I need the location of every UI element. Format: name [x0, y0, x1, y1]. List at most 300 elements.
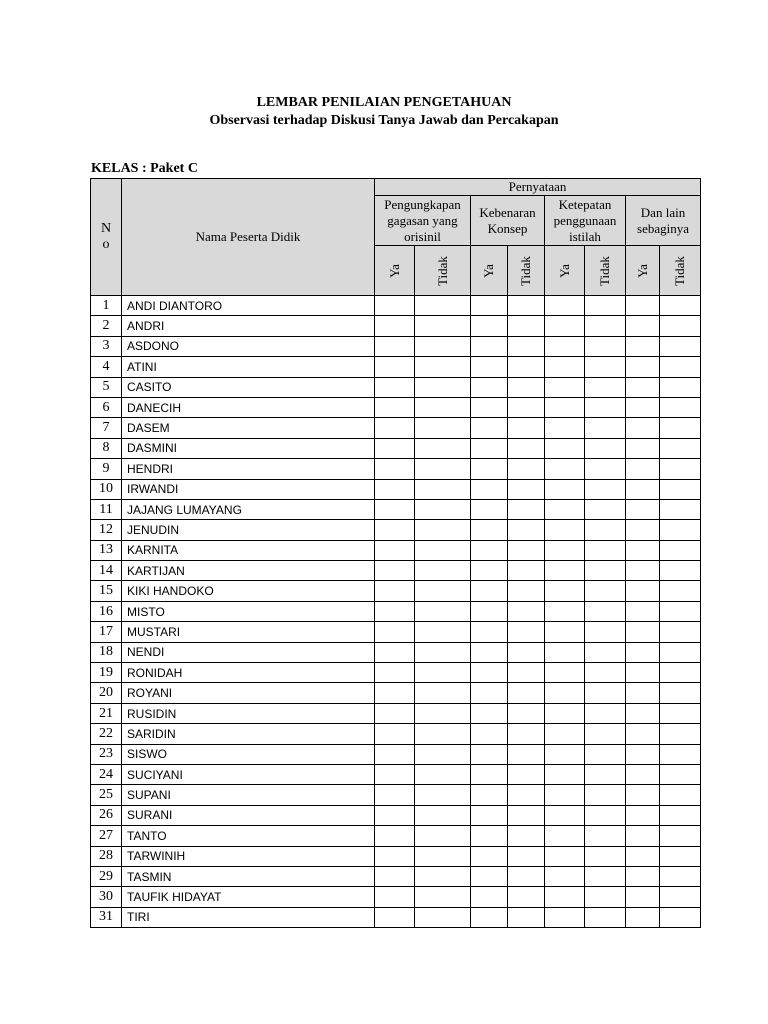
no-check-cell[interactable]	[415, 397, 471, 417]
yes-check-cell[interactable]	[471, 418, 508, 438]
yes-check-cell[interactable]	[471, 561, 508, 581]
yes-check-cell[interactable]	[545, 561, 585, 581]
no-check-cell[interactable]	[508, 336, 545, 356]
yes-check-cell[interactable]	[471, 540, 508, 560]
no-check-cell[interactable]	[585, 520, 626, 540]
no-check-cell[interactable]	[585, 540, 626, 560]
student-name: NENDI	[122, 642, 375, 662]
no-check-cell[interactable]	[660, 561, 701, 581]
yes-check-cell[interactable]	[471, 459, 508, 479]
yes-check-cell[interactable]	[626, 316, 660, 336]
no-check-cell[interactable]	[508, 663, 545, 683]
no-label: Tidak	[672, 255, 687, 286]
no-check-cell[interactable]	[508, 561, 545, 581]
no-check-cell[interactable]	[585, 724, 626, 744]
table-row	[91, 397, 701, 417]
yes-check-cell[interactable]	[545, 499, 585, 519]
yes-check-cell[interactable]	[471, 907, 508, 927]
row-number: 11	[91, 499, 122, 519]
no-check-cell[interactable]	[585, 826, 626, 846]
no-check-cell[interactable]	[508, 846, 545, 866]
no-check-cell[interactable]	[660, 438, 701, 458]
yes-check-cell[interactable]	[375, 846, 415, 866]
yes-check-cell[interactable]	[545, 520, 585, 540]
yes-check-cell[interactable]	[471, 724, 508, 744]
no-check-cell[interactable]	[508, 622, 545, 642]
student-name: KARTIJAN	[122, 561, 375, 581]
row-number: 5	[91, 377, 122, 397]
no-check-cell[interactable]	[660, 703, 701, 723]
yes-check-cell[interactable]	[626, 377, 660, 397]
no-check-cell[interactable]	[508, 540, 545, 560]
table-row	[91, 581, 701, 601]
no-check-cell[interactable]	[508, 418, 545, 438]
no-check-cell[interactable]	[660, 785, 701, 805]
table-row	[91, 561, 701, 581]
yes-check-cell[interactable]	[626, 805, 660, 825]
student-name: DASEM	[122, 418, 375, 438]
yes-check-cell[interactable]	[375, 479, 415, 499]
no-check-cell[interactable]	[415, 438, 471, 458]
no-check-cell[interactable]	[660, 296, 701, 316]
no-check-cell[interactable]	[660, 499, 701, 519]
table-row	[91, 418, 701, 438]
no-header-1	[415, 246, 471, 296]
yes-check-cell[interactable]	[545, 683, 585, 703]
yes-check-cell[interactable]	[471, 826, 508, 846]
yes-check-cell[interactable]	[471, 744, 508, 764]
no-check-cell[interactable]	[660, 336, 701, 356]
table-row	[91, 764, 701, 784]
no-check-cell[interactable]	[660, 846, 701, 866]
no-check-cell[interactable]	[660, 764, 701, 784]
yes-check-cell[interactable]	[471, 642, 508, 662]
no-check-cell[interactable]	[508, 764, 545, 784]
yes-check-cell[interactable]	[545, 438, 585, 458]
yes-check-cell[interactable]	[471, 520, 508, 540]
yes-check-cell[interactable]	[626, 764, 660, 784]
yes-check-cell[interactable]	[545, 887, 585, 907]
table-row	[91, 805, 701, 825]
no-check-cell[interactable]	[660, 479, 701, 499]
no-check-cell[interactable]	[585, 459, 626, 479]
yes-check-cell[interactable]	[626, 459, 660, 479]
yes-check-cell[interactable]	[375, 683, 415, 703]
yes-check-cell[interactable]	[626, 866, 660, 886]
student-name: ANDI DIANTORO	[122, 296, 375, 316]
yes-check-cell[interactable]	[375, 866, 415, 886]
yes-check-cell[interactable]	[375, 601, 415, 621]
yes-check-cell[interactable]	[375, 438, 415, 458]
row-number: 24	[91, 764, 122, 784]
no-check-cell[interactable]	[660, 724, 701, 744]
yes-check-cell[interactable]	[626, 499, 660, 519]
no-check-cell[interactable]	[585, 397, 626, 417]
yes-check-cell[interactable]	[375, 805, 415, 825]
no-check-cell[interactable]	[585, 703, 626, 723]
yes-check-cell[interactable]	[626, 520, 660, 540]
yes-check-cell[interactable]	[545, 663, 585, 683]
yes-check-cell[interactable]	[471, 296, 508, 316]
yes-check-cell[interactable]	[626, 601, 660, 621]
yes-check-cell[interactable]	[545, 601, 585, 621]
table-row	[91, 357, 701, 377]
yes-check-cell[interactable]	[626, 785, 660, 805]
no-check-cell[interactable]	[508, 703, 545, 723]
no-check-cell[interactable]	[415, 724, 471, 744]
no-check-cell[interactable]	[660, 642, 701, 662]
no-check-cell[interactable]	[415, 785, 471, 805]
no-check-cell[interactable]	[415, 601, 471, 621]
yes-check-cell[interactable]	[545, 724, 585, 744]
table-row	[91, 377, 701, 397]
yes-check-cell[interactable]	[545, 866, 585, 886]
no-label: Tidak	[597, 255, 612, 286]
no-check-cell[interactable]	[508, 377, 545, 397]
yes-check-cell[interactable]	[545, 296, 585, 316]
no-check-cell[interactable]	[508, 785, 545, 805]
no-check-cell[interactable]	[585, 805, 626, 825]
yes-check-cell[interactable]	[545, 316, 585, 336]
no-check-cell[interactable]	[585, 907, 626, 927]
no-check-cell[interactable]	[585, 887, 626, 907]
yes-check-cell[interactable]	[626, 663, 660, 683]
no-check-cell[interactable]	[660, 581, 701, 601]
student-name: JAJANG LUMAYANG	[122, 499, 375, 519]
no-check-cell[interactable]	[415, 540, 471, 560]
no-check-cell[interactable]	[508, 887, 545, 907]
no-check-cell[interactable]	[508, 805, 545, 825]
yes-check-cell[interactable]	[626, 642, 660, 662]
table-row	[91, 438, 701, 458]
yes-check-cell[interactable]	[626, 683, 660, 703]
yes-check-cell[interactable]	[375, 397, 415, 417]
no-check-cell[interactable]	[415, 805, 471, 825]
no-check-cell[interactable]	[508, 724, 545, 744]
yes-check-cell[interactable]	[626, 703, 660, 723]
yes-check-cell[interactable]	[375, 744, 415, 764]
yes-check-cell[interactable]	[375, 887, 415, 907]
row-number: 14	[91, 561, 122, 581]
yes-check-cell[interactable]	[545, 377, 585, 397]
no-check-cell[interactable]	[660, 826, 701, 846]
yes-check-cell[interactable]	[471, 683, 508, 703]
no-check-cell[interactable]	[415, 296, 471, 316]
yes-check-cell[interactable]	[545, 785, 585, 805]
no-check-cell[interactable]	[585, 336, 626, 356]
no-check-cell[interactable]	[660, 316, 701, 336]
row-number: 20	[91, 683, 122, 703]
no-check-cell[interactable]	[415, 887, 471, 907]
yes-check-cell[interactable]	[471, 357, 508, 377]
no-check-cell[interactable]	[508, 581, 545, 601]
yes-check-cell[interactable]	[471, 316, 508, 336]
no-check-cell[interactable]	[415, 377, 471, 397]
no-check-cell[interactable]	[508, 296, 545, 316]
no-check-cell[interactable]	[585, 561, 626, 581]
yes-check-cell[interactable]	[471, 438, 508, 458]
yes-check-cell[interactable]	[626, 336, 660, 356]
no-check-cell[interactable]	[508, 642, 545, 662]
no-check-cell[interactable]	[415, 826, 471, 846]
yes-check-cell[interactable]	[471, 866, 508, 886]
no-check-cell[interactable]	[585, 764, 626, 784]
no-check-cell[interactable]	[508, 316, 545, 336]
no-check-cell[interactable]	[585, 642, 626, 662]
yes-check-cell[interactable]	[471, 805, 508, 825]
no-check-cell[interactable]	[585, 785, 626, 805]
no-check-cell[interactable]	[415, 907, 471, 927]
yes-check-cell[interactable]	[375, 764, 415, 784]
no-check-cell[interactable]	[508, 826, 545, 846]
student-name: SUCIYANI	[122, 764, 375, 784]
no-check-cell[interactable]	[585, 622, 626, 642]
table-row	[91, 622, 701, 642]
no-header-2	[508, 246, 545, 296]
no-check-cell[interactable]	[660, 418, 701, 438]
row-number: 30	[91, 887, 122, 907]
no-check-cell[interactable]	[585, 846, 626, 866]
no-check-cell[interactable]	[508, 601, 545, 621]
no-check-cell[interactable]	[415, 418, 471, 438]
yes-check-cell[interactable]	[626, 887, 660, 907]
table-row	[91, 846, 701, 866]
yes-check-cell[interactable]	[471, 703, 508, 723]
criteria-header-4: Dan lain sebaginya	[626, 196, 701, 246]
no-check-cell[interactable]	[585, 296, 626, 316]
yes-check-cell[interactable]	[626, 581, 660, 601]
yes-check-cell[interactable]	[626, 357, 660, 377]
yes-check-cell[interactable]	[626, 826, 660, 846]
yes-check-cell[interactable]	[375, 418, 415, 438]
yes-check-cell[interactable]	[545, 581, 585, 601]
yes-check-cell[interactable]	[375, 316, 415, 336]
no-check-cell[interactable]	[585, 866, 626, 886]
no-check-cell[interactable]	[585, 438, 626, 458]
yes-check-cell[interactable]	[375, 459, 415, 479]
yes-check-cell[interactable]	[471, 499, 508, 519]
no-check-cell[interactable]	[585, 418, 626, 438]
yes-check-cell[interactable]	[471, 479, 508, 499]
yes-check-cell[interactable]	[545, 846, 585, 866]
page-subtitle: Observasi terhadap Diskusi Tanya Jawab dan Percakapan	[209, 113, 559, 128]
yes-check-cell[interactable]	[375, 520, 415, 540]
yes-check-cell[interactable]	[626, 561, 660, 581]
yes-check-cell[interactable]	[545, 744, 585, 764]
yes-check-cell[interactable]	[626, 846, 660, 866]
no-check-cell[interactable]	[660, 397, 701, 417]
column-header-name: Nama Peserta Didik	[122, 179, 375, 296]
table-row	[91, 499, 701, 519]
yes-check-cell[interactable]	[375, 296, 415, 316]
row-number: 17	[91, 622, 122, 642]
no-check-cell[interactable]	[508, 520, 545, 540]
no-check-cell[interactable]	[415, 683, 471, 703]
student-name: IRWANDI	[122, 479, 375, 499]
no-check-cell[interactable]	[415, 846, 471, 866]
no-check-cell[interactable]	[415, 703, 471, 723]
yes-check-cell[interactable]	[626, 622, 660, 642]
yes-check-cell[interactable]	[471, 764, 508, 784]
yes-check-cell[interactable]	[375, 622, 415, 642]
yes-check-cell[interactable]	[545, 336, 585, 356]
table-row	[91, 601, 701, 621]
yes-check-cell[interactable]	[375, 540, 415, 560]
no-check-cell[interactable]	[415, 866, 471, 886]
no-check-cell[interactable]	[660, 357, 701, 377]
yes-check-cell[interactable]	[545, 459, 585, 479]
row-number: 8	[91, 438, 122, 458]
yes-check-cell[interactable]	[545, 418, 585, 438]
no-header-4	[660, 246, 701, 296]
yes-check-cell[interactable]	[471, 846, 508, 866]
yes-check-cell[interactable]	[471, 887, 508, 907]
yes-check-cell[interactable]	[471, 581, 508, 601]
no-check-cell[interactable]	[660, 744, 701, 764]
no-check-cell[interactable]	[660, 683, 701, 703]
yes-check-cell[interactable]	[471, 785, 508, 805]
table-row	[91, 459, 701, 479]
yes-check-cell[interactable]	[626, 397, 660, 417]
yes-check-cell[interactable]	[545, 622, 585, 642]
student-name: SARIDIN	[122, 724, 375, 744]
column-header-no	[91, 179, 122, 296]
no-check-cell[interactable]	[585, 663, 626, 683]
criteria-header-2: Kebenaran Konsep	[471, 196, 545, 246]
no-check-cell[interactable]	[508, 866, 545, 886]
no-check-cell[interactable]	[508, 907, 545, 927]
yes-check-cell[interactable]	[545, 826, 585, 846]
yes-check-cell[interactable]	[626, 540, 660, 560]
no-check-cell[interactable]	[585, 357, 626, 377]
table-row	[91, 907, 701, 927]
no-check-cell[interactable]	[585, 601, 626, 621]
no-check-cell[interactable]	[660, 663, 701, 683]
yes-check-cell[interactable]	[471, 397, 508, 417]
no-check-cell[interactable]	[508, 357, 545, 377]
yes-check-cell[interactable]	[545, 703, 585, 723]
yes-check-cell[interactable]	[626, 479, 660, 499]
row-number: 27	[91, 826, 122, 846]
yes-check-cell[interactable]	[375, 907, 415, 927]
no-check-cell[interactable]	[415, 642, 471, 662]
no-check-cell[interactable]	[415, 744, 471, 764]
yes-check-cell[interactable]	[545, 479, 585, 499]
row-number: 18	[91, 642, 122, 662]
yes-check-cell[interactable]	[375, 581, 415, 601]
yes-check-cell[interactable]	[471, 336, 508, 356]
yes-check-cell[interactable]	[545, 642, 585, 662]
yes-check-cell[interactable]	[375, 703, 415, 723]
no-check-cell[interactable]	[415, 499, 471, 519]
no-check-cell[interactable]	[415, 764, 471, 784]
yes-check-cell[interactable]	[375, 357, 415, 377]
no-check-cell[interactable]	[585, 316, 626, 336]
yes-check-cell[interactable]	[545, 357, 585, 377]
yes-check-cell[interactable]	[626, 438, 660, 458]
no-check-cell[interactable]	[660, 907, 701, 927]
yes-check-cell[interactable]	[375, 663, 415, 683]
no-check-cell[interactable]	[415, 479, 471, 499]
yes-check-cell[interactable]	[626, 907, 660, 927]
no-check-cell[interactable]	[660, 622, 701, 642]
yes-check-cell[interactable]	[375, 377, 415, 397]
yes-check-cell[interactable]	[375, 561, 415, 581]
yes-header-4	[626, 246, 660, 296]
no-check-cell[interactable]	[585, 377, 626, 397]
no-check-cell[interactable]	[508, 397, 545, 417]
no-check-cell[interactable]	[585, 683, 626, 703]
row-number: 19	[91, 663, 122, 683]
yes-check-cell[interactable]	[545, 764, 585, 784]
yes-check-cell[interactable]	[626, 296, 660, 316]
row-number: 7	[91, 418, 122, 438]
yes-check-cell[interactable]	[471, 622, 508, 642]
no-check-cell[interactable]	[660, 520, 701, 540]
no-check-cell[interactable]	[415, 561, 471, 581]
yes-check-cell[interactable]	[375, 724, 415, 744]
yes-check-cell[interactable]	[545, 397, 585, 417]
no-check-cell[interactable]	[660, 377, 701, 397]
no-check-cell[interactable]	[508, 459, 545, 479]
row-number: 25	[91, 785, 122, 805]
yes-check-cell[interactable]	[375, 826, 415, 846]
no-check-cell[interactable]	[415, 663, 471, 683]
no-check-cell[interactable]	[660, 601, 701, 621]
yes-check-cell[interactable]	[471, 601, 508, 621]
no-check-cell[interactable]	[660, 887, 701, 907]
yes-check-cell[interactable]	[545, 805, 585, 825]
yes-check-cell[interactable]	[471, 663, 508, 683]
yes-check-cell[interactable]	[471, 377, 508, 397]
no-check-cell[interactable]	[415, 622, 471, 642]
no-check-cell[interactable]	[585, 581, 626, 601]
yes-check-cell[interactable]	[375, 499, 415, 519]
yes-check-cell[interactable]	[375, 642, 415, 662]
yes-check-cell[interactable]	[375, 336, 415, 356]
no-check-cell[interactable]	[508, 438, 545, 458]
no-check-cell[interactable]	[415, 316, 471, 336]
no-check-cell[interactable]	[415, 336, 471, 356]
no-check-cell[interactable]	[660, 540, 701, 560]
no-check-cell[interactable]	[660, 866, 701, 886]
row-number: 12	[91, 520, 122, 540]
no-check-cell[interactable]	[415, 520, 471, 540]
yes-check-cell[interactable]	[545, 540, 585, 560]
table-row	[91, 866, 701, 886]
row-number: 23	[91, 744, 122, 764]
no-check-cell[interactable]	[585, 499, 626, 519]
yes-check-cell[interactable]	[626, 724, 660, 744]
no-check-cell[interactable]	[508, 683, 545, 703]
no-check-cell[interactable]	[415, 459, 471, 479]
yes-check-cell[interactable]	[545, 907, 585, 927]
yes-check-cell[interactable]	[626, 418, 660, 438]
no-check-cell[interactable]	[585, 479, 626, 499]
no-check-cell[interactable]	[660, 805, 701, 825]
no-check-cell[interactable]	[660, 459, 701, 479]
student-name: ROYANI	[122, 683, 375, 703]
yes-check-cell[interactable]	[626, 744, 660, 764]
no-check-cell[interactable]	[508, 479, 545, 499]
no-check-cell[interactable]	[415, 357, 471, 377]
yes-check-cell[interactable]	[375, 785, 415, 805]
no-check-cell[interactable]	[508, 744, 545, 764]
no-check-cell[interactable]	[508, 499, 545, 519]
no-check-cell[interactable]	[585, 744, 626, 764]
no-check-cell[interactable]	[415, 581, 471, 601]
student-name: TASMIN	[122, 866, 375, 886]
